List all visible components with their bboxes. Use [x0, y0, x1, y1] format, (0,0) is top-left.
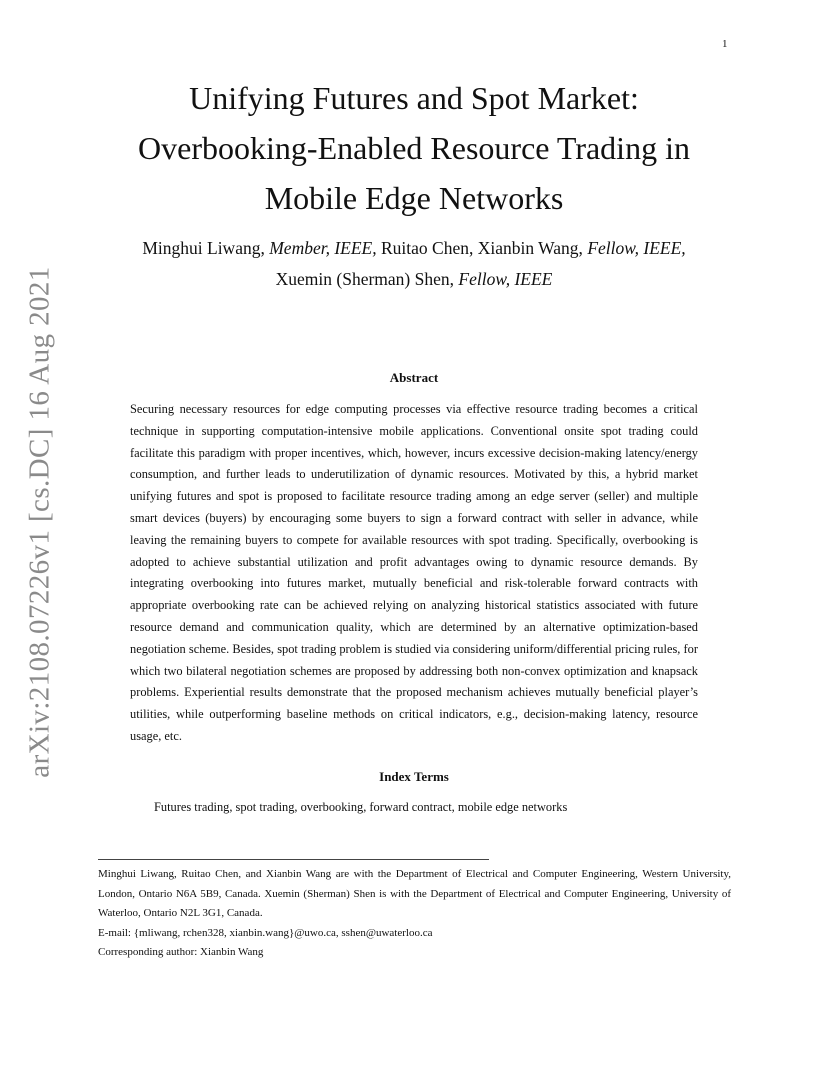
- author-role: Member, IEEE,: [269, 238, 377, 258]
- title-line: Unifying Futures and Spot Market:: [189, 80, 639, 116]
- footnote-divider: [98, 859, 489, 860]
- author-role: Fellow, IEEE,: [587, 238, 686, 258]
- author-line: [98, 233, 730, 264]
- author-line: [98, 264, 730, 295]
- footnote-corresponding-author: Corresponding author: Xianbin Wang: [98, 946, 264, 958]
- author-name: Xuemin (Sherman) Shen,: [275, 269, 459, 289]
- abstract-heading: Abstract: [389, 370, 439, 385]
- arxiv-identifier-stamp: arXiv:2108.07226v1 [cs.DC] 16 Aug 2021: [23, 266, 56, 778]
- footnote-affiliations: Minghui Liwang, Ruitao Chen, and Xianbin Wang are with the Department of Electrical and Computer Engineering, Western University, London, Ontario N6A 5B9, Canada. Xuemin (Sherman) Shen is with the Department of Electrical and Computer Engineering, University of Waterloo, Ontario N2L 3G1, Canada.: [98, 868, 731, 919]
- paper-title: [98, 73, 730, 223]
- author-name: Minghui Liwang,: [142, 238, 270, 258]
- author-list: [98, 233, 730, 295]
- author-name: Ruitao Chen, Xianbin Wang,: [376, 238, 588, 258]
- page-number: 1: [722, 38, 728, 50]
- title-line: Mobile Edge Networks: [264, 180, 564, 216]
- index-terms-heading: Index Terms: [379, 769, 449, 784]
- footnotes: [98, 865, 731, 963]
- footnote-email: E-mail: {mliwang, rchen328, xianbin.wang}@uwo.ca, sshen@uwaterloo.ca: [98, 926, 433, 939]
- author-role: Fellow, IEEE: [458, 269, 553, 289]
- title-line: Overbooking-Enabled Resource Trading in: [138, 130, 690, 166]
- index-terms-text: Futures trading, spot trading, overbooking, forward contract, mobile edge networks: [154, 800, 568, 814]
- abstract-text: Securing necessary resources for edge computing processes via effective resource trading becomes a critical technique in supporting computation-intensive mobile applications. Conventional onsite spot trading could facilitate this paradigm with proper incentives, which, however, incurs excessive decision-making latency/energy consumption, and further leads to underutilization of dynamic resources. Motivated by this, a hybrid market unifying futures and spot is proposed to facilitate resource trading among an edge server (seller) and multiple smart devices (buyers) by encouraging some buyers to sign a forward contract with seller in advance, while leaving the remaining buyers to compete for available resources with spot trading. Specifically, overbooking is adopted to achieve substantial utilization and profit advantages owing to dynamic resource demands. By integrating overbooking into futures market, mutually beneficial and risk-tolerable forward contracts with appropriate overbooking rate can be achieved relying on analyzing historical statistics associated with future resource demand and communication quality, which are determined by an alternative optimization-based negotiation scheme. Besides, spot trading problem is studied via considering uniform/differential pricing rules, for which two bilateral negotiation schemes are proposed by addressing both non-convex optimization and knapsack problems. Experiential results demonstrate that the proposed mechanism achieves mutually beneficial player’s utilities, while outperforming baseline methods on critical indicators, e.g., decision-making latency, resource usage, etc.: [130, 402, 698, 743]
